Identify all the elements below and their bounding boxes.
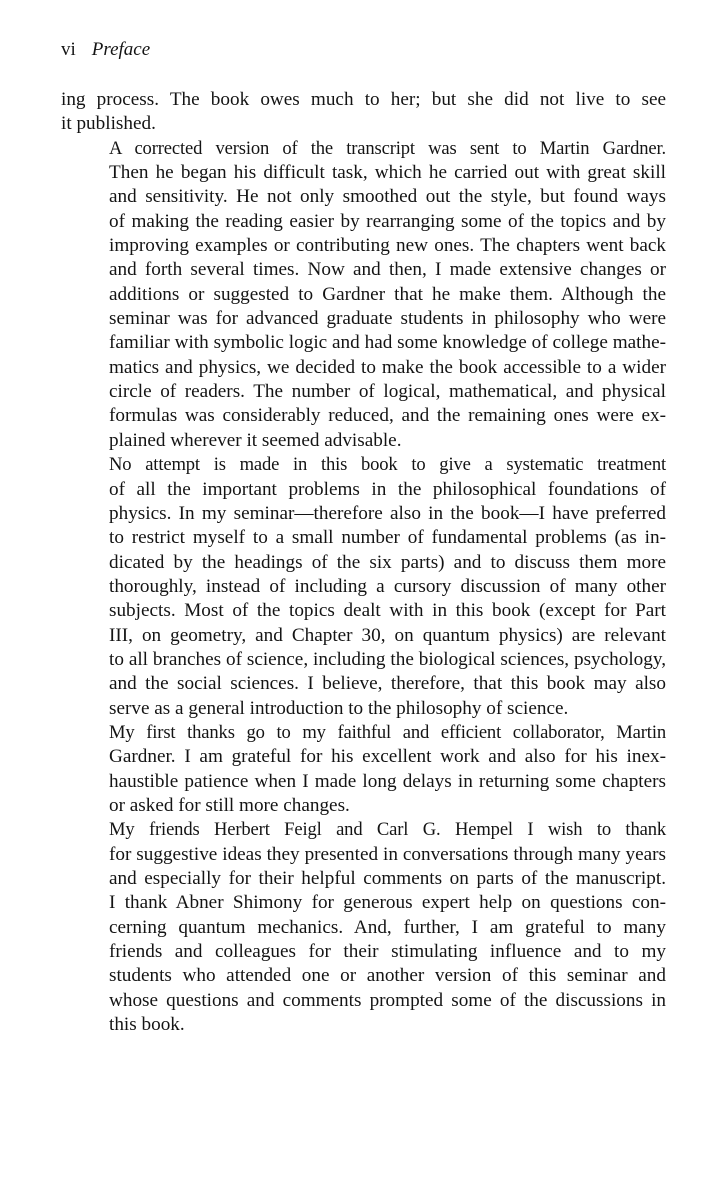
section-title: Preface <box>91 39 151 60</box>
text-line: Gardner. I am grateful for his excellent work and also for his inex- <box>109 746 666 768</box>
text-line: of making the reading easier by rearranging some of the topics and by <box>109 210 666 232</box>
text-line: III, on geometry, and Chapter 30, on quantum physics) are relevant <box>109 624 666 646</box>
text-line: this book. <box>109 1014 185 1036</box>
text-line: and the social sciences. I believe, therefore, that this book may also <box>109 673 666 695</box>
text-line: to all branches of science, including the biological sciences, psychology, <box>109 648 666 670</box>
text-line: whose questions and comments prompted some of the discussions in <box>109 989 666 1011</box>
text-line: My friends Herbert Feigl and Carl G. Hempel I wish to thank <box>109 819 666 841</box>
text-line: of all the important problems in the philosophical foundations of <box>109 478 666 500</box>
text-line: seminar was for advanced graduate students in philosophy who were <box>109 308 666 330</box>
paragraph-continuation <box>61 88 666 137</box>
paragraph-scope <box>61 453 666 721</box>
text-line: matics and physics, we decided to make the book accessible to a wider <box>109 356 666 378</box>
text-line: for suggestive ideas they presented in conversations through many years <box>109 843 666 865</box>
text-line: additions or suggested to Gardner that he make them. Although the <box>109 283 666 305</box>
text-line: and forth several times. Now and then, I made extensive changes or <box>109 259 666 281</box>
running-head <box>61 38 150 62</box>
preface-body <box>61 88 666 1037</box>
text-line: to restrict myself to a small number of fundamental problems (as in- <box>109 527 666 549</box>
text-line: My first thanks go to my faithful and efficient collaborator, Martin <box>109 721 666 743</box>
text-line: circle of readers. The number of logical, mathematical, and physical <box>109 381 666 403</box>
page-number: vi <box>61 39 76 60</box>
paragraph-thanks-gardner <box>61 721 666 818</box>
text-line: or asked for still more changes. <box>109 794 350 816</box>
text-line: plained wherever it seemed advisable. <box>109 429 402 451</box>
text-line: thoroughly, instead of including a cursory discussion of many other <box>109 575 666 597</box>
text-line: it published. <box>61 113 156 135</box>
text-line: and sensitivity. He not only smoothed out the style, but found ways <box>109 186 666 208</box>
text-line: friends and colleagues for their stimulating influence and to my <box>109 941 666 963</box>
text-line: I thank Abner Shimony for generous expert help on questions con- <box>109 892 666 914</box>
text-line: dicated by the headings of the six parts) and to discuss them more <box>109 551 666 573</box>
text-line: and especially for their helpful comments on parts of the manuscript. <box>109 868 666 889</box>
text-line: A corrected version of the transcript was sent to Martin Gardner. <box>109 137 666 159</box>
text-line: serve as a general introduction to the philosophy of science. <box>109 697 569 719</box>
text-line: Then he began his difficult task, which he carried out with great skill <box>109 162 666 184</box>
text-line: ing process. The book owes much to her; but she did not live to see <box>61 89 666 110</box>
text-line: haustible patience when I made long delays in returning some chapters <box>109 770 666 792</box>
text-line: subjects. Most of the topics dealt with in this book (except for Part <box>109 600 666 622</box>
text-line: improving examples or contributing new ones. The chapters went back <box>109 235 666 257</box>
text-line: formulas was considerably reduced, and the remaining ones were ex- <box>109 405 666 427</box>
text-line: No attempt is made in this book to give a systematic treatment <box>109 454 666 476</box>
text-line: physics. In my seminar—therefore also in the book—I have preferred <box>109 502 666 524</box>
paragraph-transcript <box>61 137 666 453</box>
text-line: cerning quantum mechanics. And, further, I am grateful to many <box>109 916 666 938</box>
paragraph-thanks-friends <box>61 818 666 1037</box>
text-line: students who attended one or another version of this seminar and <box>109 965 666 987</box>
text-line: familiar with symbolic logic and had some knowledge of college mathe- <box>109 332 666 354</box>
